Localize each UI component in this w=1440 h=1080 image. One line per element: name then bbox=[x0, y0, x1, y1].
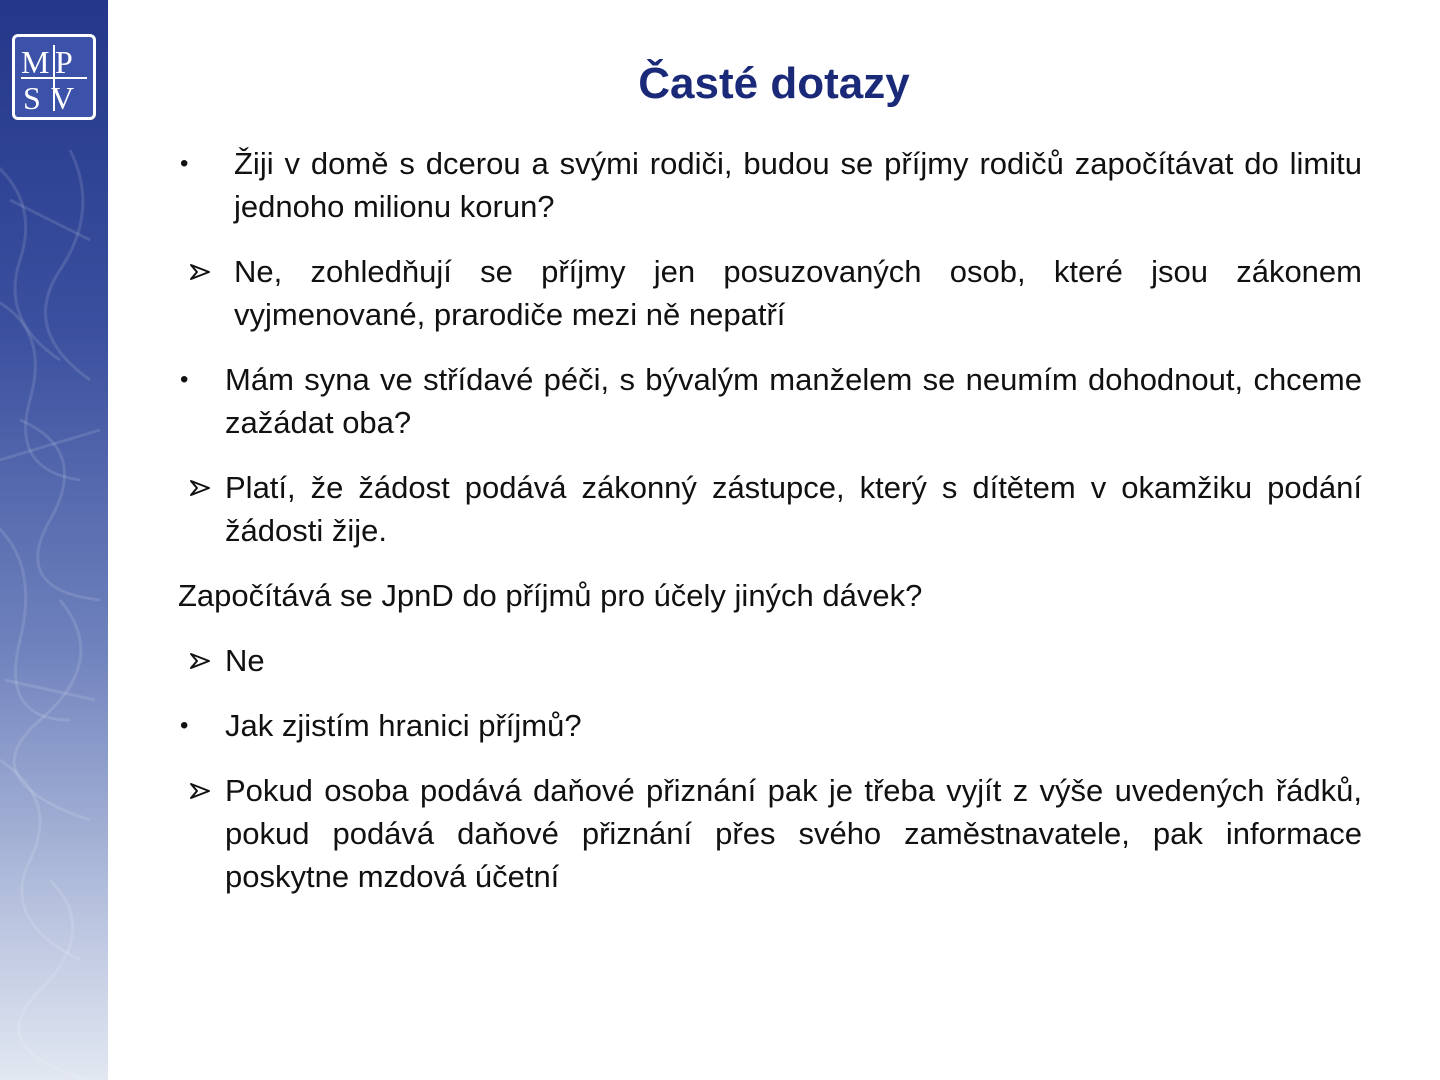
arrow-bullet-icon bbox=[180, 479, 220, 497]
faq-item-2 bbox=[178, 250, 1362, 336]
arrow-bullet-icon bbox=[180, 652, 220, 670]
faq-item-1 bbox=[178, 142, 1362, 228]
arrow-bullet-icon bbox=[180, 263, 220, 281]
faq-question: Žiji v domě s dcerou a svými rodiči, budou se příjmy rodičů započítávat do limitu jednoho milionu korun? bbox=[234, 146, 1362, 224]
faq-answer: Platí, že žádost podává zákonný zástupce, který s dítětem v okamžiku podání žádosti žije. bbox=[225, 470, 1362, 548]
svg-text:S: S bbox=[23, 80, 41, 116]
arrow-bullet-icon bbox=[180, 782, 220, 800]
faq-answer: Ne bbox=[225, 643, 265, 678]
sidebar-band bbox=[0, 0, 108, 1080]
faq-answer: Pokud osoba podává daňové přiznání pak je třeba vyjít z výše uvedených řádků, pokud podává daňové přiznání přes svého zaměstnavatele, pak informace poskytne mzdová účetní bbox=[225, 773, 1362, 894]
mpsv-logo-icon bbox=[15, 37, 93, 117]
faq-item-6 bbox=[178, 639, 1362, 682]
bullet-icon: • bbox=[180, 712, 189, 739]
faq-question: Jak zjistím hranici příjmů? bbox=[225, 708, 582, 743]
faq-item-7 bbox=[178, 704, 1362, 747]
bullet-icon: • bbox=[180, 366, 189, 393]
bullet-icon: • bbox=[180, 150, 189, 177]
faq-answer: Ne, zohledňují se příjmy jen posuzovaných osob, které jsou zákonem vyjmenované, prarodiče mezi ně nepatří bbox=[234, 254, 1362, 332]
mpsv-logo bbox=[12, 34, 96, 120]
sidebar-pattern bbox=[0, 0, 108, 1080]
faq-list bbox=[178, 142, 1362, 920]
faq-item-4 bbox=[178, 466, 1362, 552]
faq-item-3 bbox=[178, 358, 1362, 444]
faq-item-8 bbox=[178, 769, 1362, 898]
faq-question: Započítává se JpnD do příjmů pro účely jiných dávek? bbox=[178, 578, 923, 613]
svg-text:V: V bbox=[51, 80, 75, 116]
slide-title: Časté dotazy bbox=[638, 59, 910, 108]
svg-text:M: M bbox=[21, 44, 50, 80]
faq-item-5 bbox=[178, 574, 1362, 617]
svg-text:P: P bbox=[55, 44, 73, 80]
faq-question: Mám syna ve střídavé péči, s bývalým manželem se neumím dohodnout, chceme zažádat oba? bbox=[225, 362, 1362, 440]
